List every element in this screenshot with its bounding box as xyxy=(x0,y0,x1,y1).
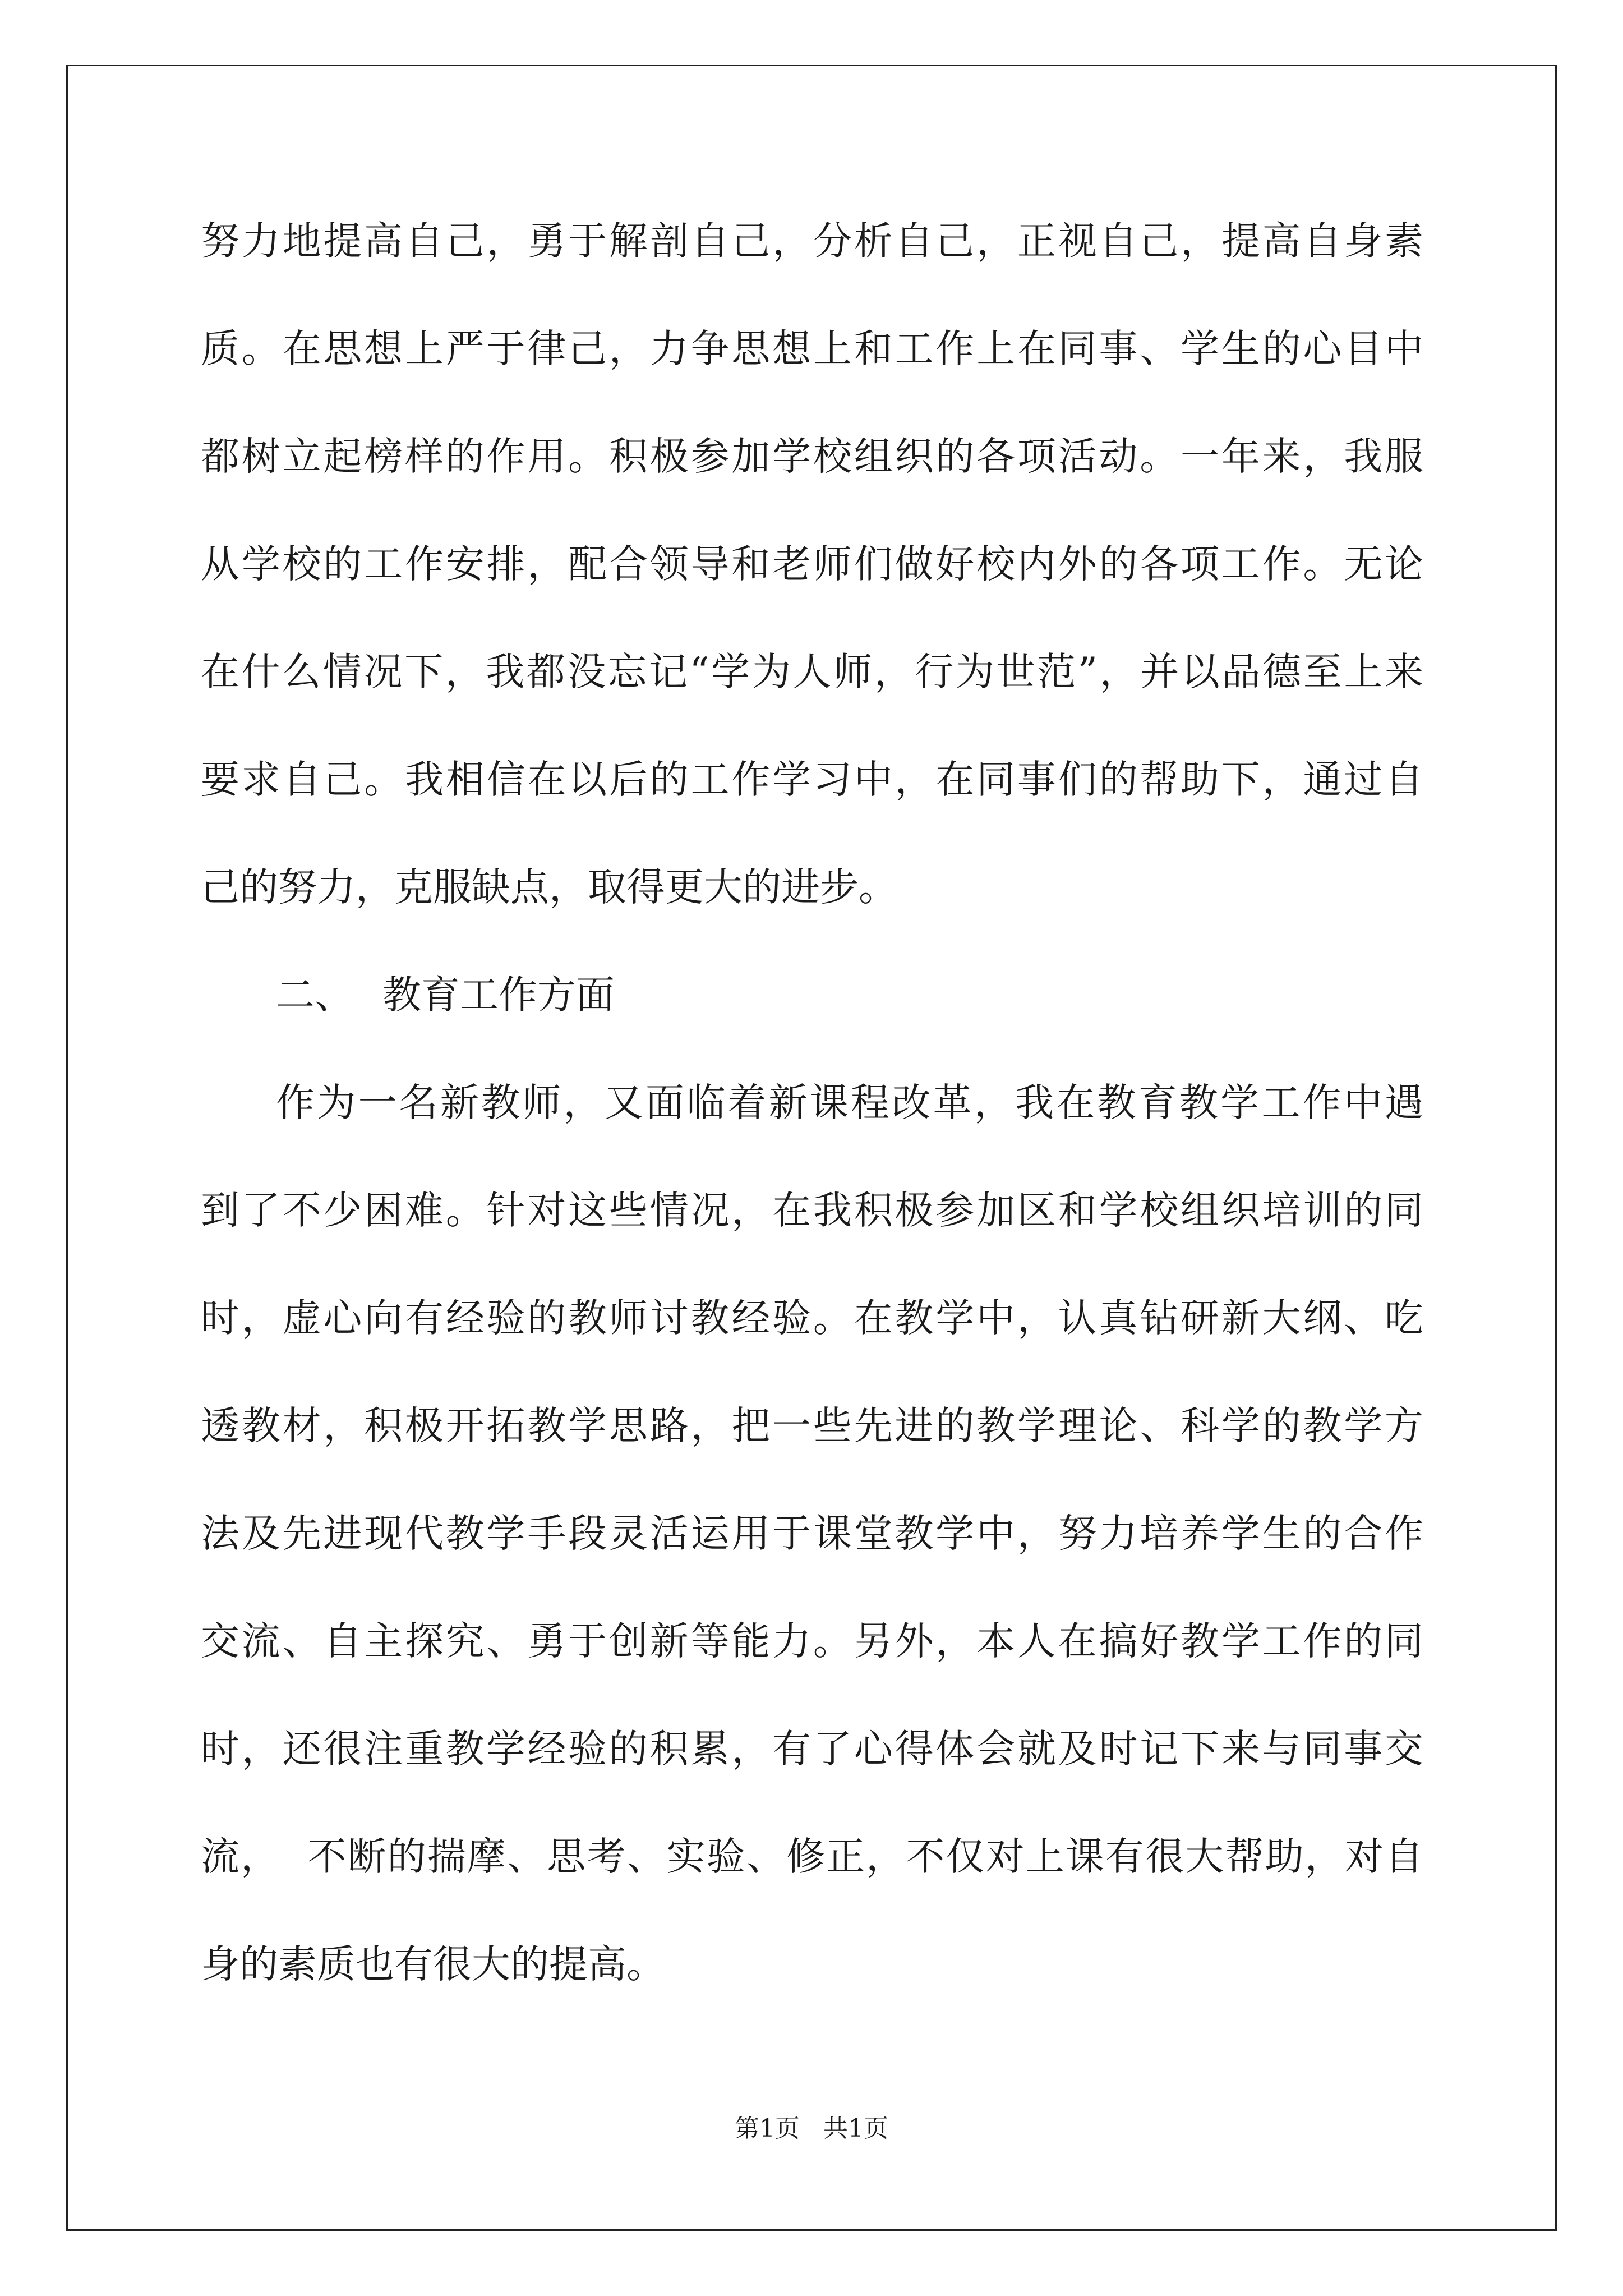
paragraph-2-line-5: 法及先进现代教学手段灵活运用于课堂教学中，努力培养学生的合作 xyxy=(201,1511,1423,1556)
paragraph-1-line-3: 都树立起榜样的作用。积极参加学校组织的各项活动。一年来，我服 xyxy=(201,434,1423,479)
paragraph-1-line-6: 要求自己。我相信在以后的工作学习中，在同事们的帮助下，通过自 xyxy=(201,757,1423,802)
paragraph-2-line-1: 作为一名新教师，又面临着新课程改革，我在教育教学工作中遇 xyxy=(276,1080,1423,1125)
paragraph-1-line-5: 在什么情况下，我都没忘记“学为人师，行为世范”，并以品德至上来 xyxy=(201,650,1423,694)
page-footer: 第1页 共1页 xyxy=(735,2114,888,2143)
paragraph-1-line-1: 努力地提高自己，勇于解剖自己，分析自己，正视自己，提高自身素 xyxy=(201,219,1423,264)
section-heading xyxy=(276,961,615,1029)
paragraph-2-line-6: 交流、自主探究、勇于创新等能力。另外，本人在搞好教学工作的同 xyxy=(201,1619,1423,1664)
paragraph-2-line-2: 到了不少困难。针对这些情况，在我积极参加区和学校组织培训的同 xyxy=(201,1188,1423,1233)
paragraph-1-line-2: 质。在思想上严于律己，力争思想上和工作上在同事、学生的心目中 xyxy=(201,326,1423,371)
paragraph-1-line-7: 己的努力，克服缺点，取得更大的进步。 xyxy=(201,865,897,910)
paragraph-2-line-9: 身的素质也有很大的提高。 xyxy=(201,1942,665,1987)
page-border xyxy=(66,65,1557,2231)
paragraph-2-line-8: 流， 不断的揣摩、思考、实验、修正，不仅对上课有很大帮助，对自 xyxy=(201,1834,1423,1879)
paragraph-2-line-4: 透教材，积极开拓教学思路，把一些先进的教学理论、科学的教学方 xyxy=(201,1404,1423,1448)
paragraph-2-line-3: 时，虚心向有经验的教师讨教经验。在教学中，认真钻研新大纲、吃 xyxy=(201,1296,1423,1341)
section-heading-title: 教育工作方面 xyxy=(382,973,615,1018)
section-heading-number: 二、 xyxy=(276,973,353,1018)
paragraph-2-line-7: 时，还很注重教学经验的积累，有了心得体会就及时记下来与同事交 xyxy=(201,1727,1423,1772)
paragraph-1-line-4: 从学校的工作安排，配合领导和老师们做好校内外的各项工作。无论 xyxy=(201,542,1423,587)
